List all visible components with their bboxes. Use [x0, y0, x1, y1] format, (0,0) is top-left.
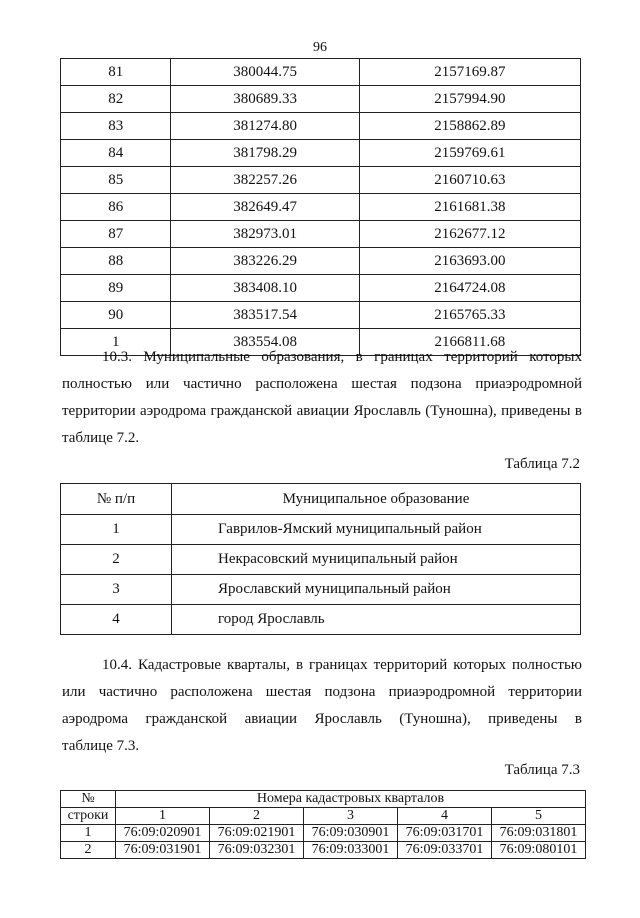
table-row	[61, 59, 581, 86]
point-number-cell: 84	[61, 140, 171, 167]
table-row	[61, 302, 581, 329]
table-row	[61, 575, 581, 605]
table-row	[61, 221, 581, 248]
table-row	[61, 167, 581, 194]
table-caption: Таблица 7.3	[504, 762, 580, 778]
point-number-cell: 83	[61, 113, 171, 140]
municipality-cell: город Ярославль	[172, 605, 581, 635]
x-coordinate-cell: 383408.10	[171, 275, 359, 302]
y-coordinate-cell: 2163693.00	[359, 248, 580, 275]
table-row	[61, 86, 581, 113]
table-header-row	[61, 808, 586, 825]
municipal-table	[60, 483, 581, 635]
table-row	[61, 113, 581, 140]
table-row	[61, 545, 581, 575]
x-coordinate-cell: 383226.29	[171, 248, 359, 275]
x-coordinate-cell: 383554.08	[171, 329, 359, 356]
y-coordinate-cell: 2165765.33	[359, 302, 580, 329]
table-header-row	[61, 484, 581, 515]
point-number-cell: 87	[61, 221, 171, 248]
paragraph-line: 10.3. Муниципальные образования, в границах территорий которых	[102, 349, 582, 365]
row-number-header-top: №	[61, 791, 116, 808]
row-number-cell: 1	[61, 515, 172, 545]
y-coordinate-cell: 2157994.90	[359, 86, 580, 113]
y-coordinate-cell: 2158862.89	[359, 113, 580, 140]
paragraph-10-3	[62, 344, 582, 452]
table-row	[61, 248, 581, 275]
table-caption: Таблица 7.2	[504, 456, 580, 472]
point-number-cell: 86	[61, 194, 171, 221]
row-number-cell: 2	[61, 842, 116, 859]
row-number-cell: 4	[61, 605, 172, 635]
column-header: № п/п	[61, 484, 172, 515]
table-row	[61, 275, 581, 302]
point-number-cell: 82	[61, 86, 171, 113]
row-number-cell: 2	[61, 545, 172, 575]
column-header: 5	[492, 808, 586, 825]
column-header: 2	[210, 808, 304, 825]
municipality-cell: Ярославский муниципальный район	[172, 575, 581, 605]
column-header: 1	[116, 808, 210, 825]
cadastral-number-cell: 76:09:020901	[116, 825, 210, 842]
cadastral-number-cell: 76:09:032301	[210, 842, 304, 859]
cadastral-number-cell: 76:09:031901	[116, 842, 210, 859]
paragraph-10-4	[62, 652, 582, 760]
y-coordinate-cell: 2162677.12	[359, 221, 580, 248]
x-coordinate-cell: 380044.75	[171, 59, 359, 86]
table-row	[61, 140, 581, 167]
y-coordinate-cell: 2159769.61	[359, 140, 580, 167]
point-number-cell: 85	[61, 167, 171, 194]
x-coordinate-cell: 381798.29	[171, 140, 359, 167]
table-row	[61, 515, 581, 545]
cadastral-number-cell: 76:09:033001	[304, 842, 398, 859]
cadastral-number-cell: 76:09:031701	[398, 825, 492, 842]
y-coordinate-cell: 2166811.68	[359, 329, 580, 356]
table-row	[61, 842, 586, 859]
paragraph-line: территории аэродрома гражданской авиации Ярославль (Туношна), приведены в	[62, 403, 582, 419]
x-coordinate-cell: 380689.33	[171, 86, 359, 113]
y-coordinate-cell: 2161681.38	[359, 194, 580, 221]
cadastral-number-cell: 76:09:031801	[492, 825, 586, 842]
paragraph-line: или частично расположена шестая подзона приаэродромной территории	[62, 684, 582, 700]
point-number-cell: 90	[61, 302, 171, 329]
point-number-cell: 1	[61, 329, 171, 356]
column-header: 3	[304, 808, 398, 825]
y-coordinate-cell: 2157169.87	[359, 59, 580, 86]
x-coordinate-cell: 383517.54	[171, 302, 359, 329]
table-row	[61, 194, 581, 221]
point-number-cell: 89	[61, 275, 171, 302]
cadastral-number-cell: 76:09:030901	[304, 825, 398, 842]
group-header: Номера кадастровых кварталов	[116, 791, 586, 808]
page-number: 96	[313, 40, 327, 55]
coordinates-table	[60, 58, 581, 356]
cadastral-number-cell: 76:09:021901	[210, 825, 304, 842]
table-row	[61, 825, 586, 842]
x-coordinate-cell: 382257.26	[171, 167, 359, 194]
row-number-cell: 3	[61, 575, 172, 605]
cadastral-table	[60, 790, 586, 859]
paragraph-line: аэродрома гражданской авиации Ярославль (Туношна), приведены в	[62, 711, 582, 727]
paragraph-line: таблице 7.3.	[62, 738, 140, 754]
cadastral-number-cell: 76:09:080101	[492, 842, 586, 859]
paragraph-line: полностью или частично расположена шестая подзона приаэродромной	[62, 376, 582, 392]
point-number-cell: 88	[61, 248, 171, 275]
column-header: 4	[398, 808, 492, 825]
cadastral-number-cell: 76:09:033701	[398, 842, 492, 859]
x-coordinate-cell: 382973.01	[171, 221, 359, 248]
point-number-cell: 81	[61, 59, 171, 86]
municipality-cell: Некрасовский муниципальный район	[172, 545, 581, 575]
y-coordinate-cell: 2164724.08	[359, 275, 580, 302]
row-number-header-bottom: строки	[61, 808, 116, 825]
paragraph-line: 10.4. Кадастровые кварталы, в границах территорий которых полностью	[102, 657, 582, 673]
x-coordinate-cell: 382649.47	[171, 194, 359, 221]
column-header: Муниципальное образование	[172, 484, 581, 515]
paragraph-line: таблице 7.2.	[62, 430, 140, 446]
municipality-cell: Гаврилов-Ямский муниципальный район	[172, 515, 581, 545]
y-coordinate-cell: 2160710.63	[359, 167, 580, 194]
table-row	[61, 605, 581, 635]
row-number-cell: 1	[61, 825, 116, 842]
x-coordinate-cell: 381274.80	[171, 113, 359, 140]
table-header-row	[61, 791, 586, 808]
